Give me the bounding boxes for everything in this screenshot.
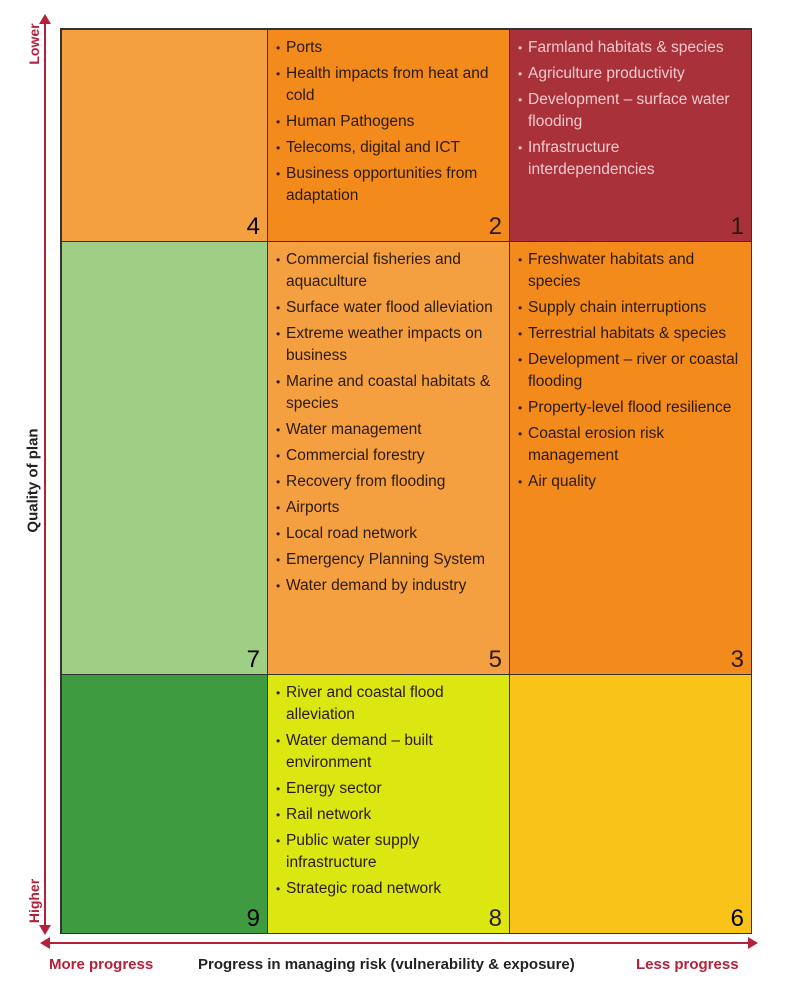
x-axis-title: Progress in managing risk (vulnerability & exposure) (198, 956, 575, 973)
list-item: • Water demand – built environment (276, 730, 501, 774)
cell-4-number: 4 (246, 213, 260, 240)
list-item: • Water demand by industry (276, 575, 501, 597)
cell-9-number: 9 (246, 905, 260, 932)
y-axis-top-label: Lower (26, 23, 42, 65)
list-item: • Rail network (276, 804, 501, 826)
list-item: • Infrastructure interdependencies (518, 137, 743, 181)
list-item: • Farmland habitats & species (518, 37, 743, 59)
cell-7 (61, 241, 268, 675)
cell-6 (509, 674, 752, 934)
list-item: • Development – surface water flooding (518, 89, 743, 133)
list-item: • Public water supply infrastructure (276, 830, 501, 874)
cell-3 (509, 241, 752, 675)
list-item: • Recovery from flooding (276, 471, 501, 493)
x-axis-left-label: More progress (49, 956, 154, 973)
list-item: • Marine and coastal habitats & species (276, 371, 501, 415)
cell-8 (267, 674, 510, 934)
list-item: • Human Pathogens (276, 111, 501, 133)
list-item: • Commercial fisheries and aquaculture (276, 249, 501, 293)
left-arrow-icon (40, 937, 50, 949)
list-item: • River and coastal flood alleviation (276, 682, 501, 726)
list-item: • Coastal erosion risk management (518, 423, 743, 467)
cell-9 (61, 674, 268, 934)
list-item: • Strategic road network (276, 878, 501, 900)
list-item: • Property-level flood resilience (518, 397, 743, 419)
list-item: • Ports (276, 37, 501, 59)
cell-8-number: 8 (488, 905, 502, 932)
list-item: • Commercial forestry (276, 445, 501, 467)
list-item: • Extreme weather impacts on business (276, 323, 501, 367)
list-item: • Development – river or coastal flooding (518, 349, 743, 393)
list-item: • Energy sector (276, 778, 501, 800)
right-arrow-icon (748, 937, 758, 949)
cell-1-list (510, 30, 751, 181)
cell-4 (61, 29, 268, 242)
cell-8-list (268, 675, 509, 900)
y-axis-title: Quality of plan (24, 428, 42, 533)
cell-5-list (268, 242, 509, 597)
list-item: • Agriculture productivity (518, 63, 743, 85)
list-item: • Air quality (518, 471, 743, 493)
list-item: • Emergency Planning System (276, 549, 501, 571)
list-item: • Business opportunities from adaptation (276, 163, 501, 207)
list-item: • Terrestrial habitats & species (518, 323, 743, 345)
list-item: • Supply chain interruptions (518, 297, 743, 319)
list-item: • Telecoms, digital and ICT (276, 137, 501, 159)
list-item: • Local road network (276, 523, 501, 545)
list-item: • Airports (276, 497, 501, 519)
horizontal-axis-line (44, 942, 752, 944)
cell-4-list (62, 30, 267, 37)
cell-7-number: 7 (246, 646, 260, 673)
list-item: • Freshwater habitats and species (518, 249, 743, 293)
x-axis-right-label: Less progress (636, 956, 739, 973)
risk-matrix (60, 28, 752, 934)
y-axis-bottom-label: Higher (26, 878, 42, 924)
cell-1-number: 1 (730, 213, 744, 240)
cell-5-number: 5 (488, 646, 502, 673)
vertical-axis-line (44, 20, 46, 932)
list-item: • Surface water flood alleviation (276, 297, 501, 319)
cell-2-number: 2 (488, 213, 502, 240)
list-item: • Health impacts from heat and cold (276, 63, 501, 107)
cell-6-number: 6 (730, 905, 744, 932)
cell-3-number: 3 (730, 646, 744, 673)
cell-1 (509, 29, 752, 242)
cell-2-list (268, 30, 509, 207)
cell-3-list (510, 242, 751, 493)
cell-2 (267, 29, 510, 242)
cell-5 (267, 241, 510, 675)
list-item: • Water management (276, 419, 501, 441)
